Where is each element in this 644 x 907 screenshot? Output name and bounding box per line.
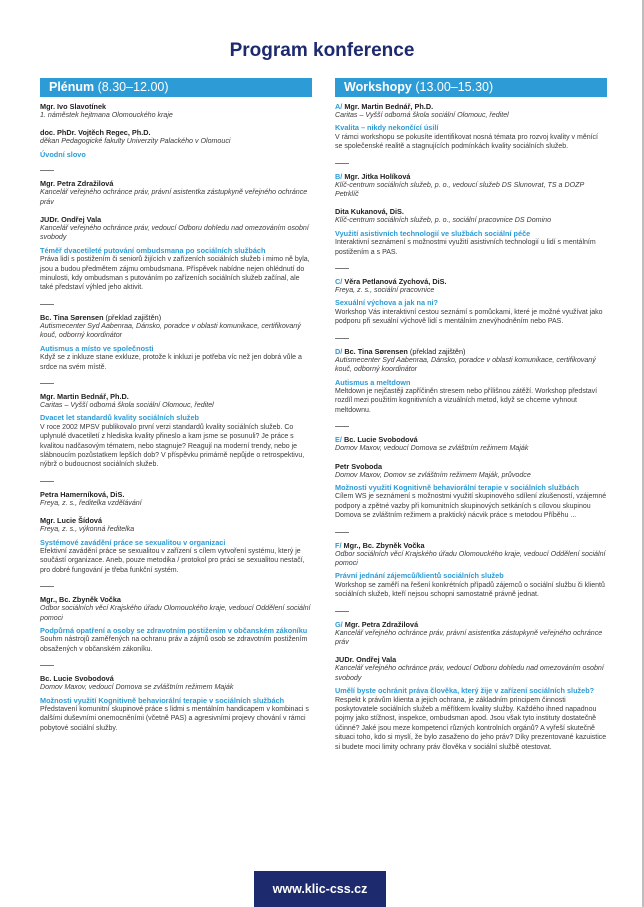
speaker-role: Autismecenter Syd Aabenraa, Dánsko, poradce v oblasti komunikace, certifikovaný kouč, odborný koordinátor: [335, 355, 596, 374]
talk-description: Práva lidí s postižením či seniorů žijících v zařízeních sociálních služeb i mimo ně byla, jsou a budou předmětem zájmu ombudsmana. Příspěvek nabídne nejen ohlédnutí do minulosti, kdy ombudsman s putováním po zařízeních sociálních služeb začínal, ale také představí výhled jeho aktivit.: [40, 256, 310, 292]
speaker-role: Autismecenter Syd Aabenraa, Dánsko, poradce v oblasti komunikace, certifikovaný kouč, odborný koordinátor: [40, 321, 301, 340]
speaker-block: [335, 435, 607, 453]
talk-topic: Dvacet let standardů kvality sociálních služeb: [40, 413, 199, 423]
speaker-name-text: Petra Hamerníková, DiS.: [40, 489, 125, 499]
talk-description: V roce 2002 MPSV publikovalo první verzi standardů kvality sociálních služeb. Co uplynulé dvacetiletí z hlediska kvality přineslo a kam jsme se posunuli? Je práce s kvalitou nadčasovým tématem, nebo stagnuje? Reagují na moderní trendy, nebo je slábnoucím pozůstatkem lepších dob? V příspěvku primárně nepůjde o retrospektivu, nýbrž o budoucnost sociálních služeb.: [40, 423, 305, 469]
talk-topic: Možnosti využití Kognitivně behaviorální terapie v sociálních službách: [335, 482, 580, 492]
speaker-block: [40, 490, 312, 508]
speaker-role: 1. náměstek hejtmana Olomouckého kraje: [40, 111, 173, 119]
speaker-role: Domov Maxov, vedoucí Domova se zvláštním režimem Maják: [335, 444, 529, 453]
speaker-name: [40, 490, 312, 499]
section-separator: [40, 304, 54, 305]
speaker-name-text: Bc. Tina Sørensen: [344, 346, 408, 356]
speaker-block: [335, 102, 607, 152]
talk-description: Souhrn nástrojů zaměřených na ochranu práv a zájmů osob se zdravotním postižením obsažených v občanském zákoníku.: [40, 636, 308, 653]
workshops-header-label: Workshopy: [344, 80, 412, 94]
speaker-name-text: Mgr. Ivo Slavotínek: [40, 102, 107, 111]
section-separator: [40, 170, 54, 171]
talk-description: Workshop se zaměří na řešení konkrétních případů zájemců o sociální službu či klientů sociálních služeb, kteří nejsou schopni samostatně právně jednat.: [335, 581, 605, 599]
speaker-name-text: Bc. Lucie Svobodová: [40, 674, 114, 684]
speaker-name: [335, 462, 607, 471]
section-separator: [335, 532, 349, 533]
talk-topic: Sexuální výchova a jak na ni?: [335, 298, 439, 308]
speaker-name-text: Mgr. Lucie Šídová: [40, 516, 103, 526]
speaker-name-text: JUDr. Ondřej Vala: [335, 655, 397, 665]
section-separator: [40, 383, 54, 384]
speaker-block: [40, 392, 312, 470]
speaker-name-text: doc. PhDr. Vojtěch Regec, Ph.D.: [40, 128, 151, 138]
talk-topic: Podpůrná opatření a osoby se zdravotním postižením v občanském zákoníku: [40, 626, 308, 635]
speaker-name: [40, 179, 312, 188]
talk-description: Když se z inkluze stane exkluze, protože k inkluzi je potřeba víc než jen dobrá vůle a srdce na svém místě.: [40, 354, 302, 371]
workshops-column: [335, 78, 607, 752]
speaker-name: [40, 595, 312, 604]
workshop-letter: G/: [335, 619, 343, 629]
plenum-header: [40, 78, 312, 97]
speaker-role: Freya, z. s., ředitelka vzdělávání: [40, 498, 142, 507]
section-separator: [335, 426, 349, 427]
plenum-column: [40, 78, 312, 733]
speaker-name: [335, 347, 607, 356]
section-separator: [335, 611, 349, 612]
speaker-block: [335, 620, 607, 648]
speaker-name: [335, 277, 607, 286]
speaker-block: [335, 207, 607, 257]
speaker-name: [335, 102, 607, 111]
talk-description: Cílem WS je seznámení s možnostmi využití skupinového sdílení zkušeností, vzájemné podpory a zpětné vazby při komunitních skupinových setkáních s cílovou skupinou Domova se zvláštním režimem a praktický nácvik práce s metodou Příběhu ...: [335, 493, 607, 520]
speaker-name-text: Mgr., Bc. Zbyněk Vočka: [40, 595, 121, 605]
speaker-name-text: Mgr. Petra Zdražilová: [344, 619, 419, 629]
speaker-block: [40, 313, 312, 372]
talk-topic: Právní jednání zájemců/klientů sociálních služeb: [335, 571, 504, 581]
plenum-program-list: [40, 102, 312, 733]
speaker-name-text: JUDr. Ondřej Vala: [40, 215, 102, 225]
speaker-block: [40, 595, 312, 654]
speaker-name: [335, 541, 607, 550]
speaker-name: [40, 516, 312, 525]
talk-description: V rámci workshopu se pokusíte identifikovat nosná témata pro rozvoj kvality v měnící se společenské realitě a stagnujících podmínkách kvality sociálních služeb.: [335, 133, 599, 151]
workshop-letter: E/: [335, 435, 342, 445]
speaker-role: Domov Maxov, Domov se zvláštním režimem Maják, průvodce: [335, 470, 531, 479]
talk-description: Interaktivní seznámení s možnostmi využití asistivních technologií u lidí s mentálním postižením a s PAS.: [335, 239, 596, 256]
talk-description: Představení komunitní skupinové práce s lidmi s mentálním handicapem v kombinaci s dalšími duševními onemocněními (včetně PAS) a agresivními projevy chování v rámci pobytové sociální služby.: [40, 706, 309, 732]
speaker-role: Kancelář veřejného ochránce práv, vedoucí Odboru dohledu nad omezováním osobní svobody: [40, 224, 309, 242]
speaker-name: [40, 128, 312, 137]
speaker-block: [335, 172, 607, 200]
speaker-role: Kancelář veřejného ochránce práv, právní asistentka zástupkyně veřejného ochránce práv: [335, 628, 603, 646]
speaker-name-text: Bc. Lucie Svobodová: [343, 435, 418, 445]
speaker-name: [40, 102, 312, 111]
workshops-program-list: [335, 102, 607, 752]
speaker-block: [40, 516, 312, 575]
speaker-name-text: Mgr. Martin Bednář, Ph.D.: [40, 391, 129, 401]
workshop-letter: C/: [335, 277, 343, 287]
talk-topic: Úvodní slovo: [40, 149, 86, 159]
speaker-role: Caritas – Vyšší odborná škola sociální Olomouc, ředitel: [335, 111, 509, 119]
speaker-name: [335, 655, 607, 664]
speaker-block: [40, 179, 312, 207]
speaker-name: [335, 172, 607, 181]
speaker-name: [335, 207, 607, 216]
speaker-name-text: Petr Svoboda: [335, 461, 383, 471]
page-title: Program konference: [229, 40, 415, 61]
speaker-role: Domov Maxov, vedoucí Domova se zvláštním režimem Maják: [40, 683, 234, 692]
speaker-name: [40, 215, 312, 224]
speaker-block: [40, 102, 312, 120]
speaker-name-text: Dita Kukanová, DiS.: [335, 207, 404, 217]
plenum-header-time: (8.30–12.00): [97, 80, 169, 94]
speaker-role: Freya, z. s., sociální pracovnice: [335, 286, 435, 295]
workshop-letter: B/: [335, 171, 343, 181]
speaker-block: [335, 347, 607, 415]
talk-topic: Autismus a místo ve společnosti: [40, 343, 154, 353]
speaker-block: [335, 655, 607, 752]
speaker-name: [40, 392, 312, 401]
speaker-role: Odbor sociálních věcí Krajského úřadu Olomouckého kraje, vedoucí Oddělení sociální pomoci: [40, 604, 311, 622]
section-separator: [40, 665, 54, 666]
speaker-block: [335, 277, 607, 327]
speaker-role: Kancelář veřejného ochránce práv, vedoucí Odboru dohledu nad omezováním osobní svobody: [335, 664, 604, 682]
speaker-block: [335, 541, 607, 600]
speaker-role: Odbor sociálních věcí Krajského úřadu Olomouckého kraje, vedoucí Oddělení sociální pomoci: [335, 549, 606, 567]
talk-description: Meltdown je nejčastěji zapříčiněn stresem nebo přílišnou zátěží. Workshop představí rozdíl mezi použitím kognitivních a vizuálních metod, když se chceme vyhnout meltdownu.: [335, 387, 598, 414]
speaker-block: [40, 128, 312, 159]
section-separator: [40, 481, 54, 482]
speaker-role: Klíč-centrum sociálních služeb, p. o., sociální pracovnice DS Domino: [335, 216, 552, 225]
talk-topic: Kvalita – nikdy nekončící úsilí: [335, 123, 439, 133]
speaker-name: [40, 674, 312, 683]
speaker-name-text: Mgr. Jitka Holíková: [344, 171, 411, 181]
talk-topic: Téměř dvacetileté putování ombudsmana po sociálních službách: [40, 245, 266, 255]
speaker-name: [40, 313, 312, 322]
talk-topic: Možnosti využití Kognitivně behaviorální terapie v sociálních službách: [40, 695, 285, 705]
speaker-name-note: (překlad zajištěn): [103, 312, 162, 322]
speaker-name-text: Věra Petlanová Zychová, DiS.: [344, 277, 447, 287]
talk-description: Respekt k právům klienta a jejich ochrana, je základním principem činnosti poskytovatele sociálních služeb a měřítkem kvality služby. Každého ihned napadnou pojmy jako stížnost, inspekce, ombudsman apod. Jsou však tyto instituty dostatečně účinné? Jaké jsou meze kompetencí různých kontrolních orgánů? A vyřeší skutečně situaci toho, kdo si myslí, že bylo zasaženo do jeho práv? Díky prezentované kazuistice si budete moci limity ochrany práv člověka v sociální službě otestovat.: [335, 696, 607, 751]
talk-topic: Využití asistivních technologií ve službách sociální péče: [335, 228, 531, 238]
workshop-letter: D/: [335, 346, 343, 356]
speaker-role: Caritas – Vyšší odborná škola sociální Olomouc, ředitel: [40, 400, 214, 409]
speaker-role: Klíč-centrum sociálních služeb, p. o., vedoucí služeb DS Slunovrat, TS a DOZP Petrklíč: [335, 180, 584, 199]
speaker-name: [335, 435, 607, 444]
talk-description: Efektivní zavádění práce se sexualitou v zařízení s cílem vytvoření systému, který je součástí organizace. Aneb, pouze metodika / protokol pro práci se sexualitou nestačí, pro dobré fungování je třeba funkční systém.: [40, 547, 305, 574]
speaker-name-text: Mgr., Bc. Zbyněk Vočka: [343, 540, 425, 550]
section-separator: [335, 338, 349, 339]
speaker-role: Freya, z. s., výkonná ředitelka: [40, 525, 135, 534]
workshops-header-time: (13.00–15.30): [415, 80, 494, 94]
speaker-name-note: (překlad zajištěn): [407, 346, 466, 356]
section-separator: [40, 586, 54, 587]
speaker-block: [40, 215, 312, 293]
speaker-name-text: Mgr. Martin Bednář, Ph.D.: [344, 102, 434, 111]
speaker-name-text: Mgr. Petra Zdražilová: [40, 179, 114, 189]
section-separator: [335, 163, 349, 164]
plenum-header-label: Plénum: [49, 80, 95, 94]
talk-description: Workshop Vás interaktivní cestou seznámí s pomůckami, které je možné využívat jako podporu při sexuální výchově lidí s mentálním znevýhodněním nebo PAS.: [335, 308, 603, 326]
website-link[interactable]: www.klic-css.cz: [254, 871, 386, 907]
speaker-name: [335, 620, 607, 629]
workshops-header: [335, 78, 607, 97]
speaker-block: [40, 674, 312, 733]
talk-topic: Autismus a meltdown: [335, 377, 411, 387]
speaker-block: [335, 462, 607, 521]
workshop-letter: F/: [335, 540, 342, 550]
speaker-name-text: Bc. Tina Sørensen: [40, 312, 104, 322]
speaker-role: děkan Pedagogické fakulty Univerzity Palackého v Olomouci: [40, 137, 231, 146]
workshop-letter: A/: [335, 102, 343, 111]
talk-topic: Systémové zavádění práce se sexualitou v organizaci: [40, 537, 226, 547]
speaker-role: Kancelář veřejného ochránce práv, právní asistentka zástupkyně veřejného ochránce práv: [40, 188, 308, 206]
section-separator: [335, 268, 349, 269]
talk-topic: Umělí byste ochránit práva člověka, který žije v zařízení sociálních služeb?: [335, 686, 595, 696]
